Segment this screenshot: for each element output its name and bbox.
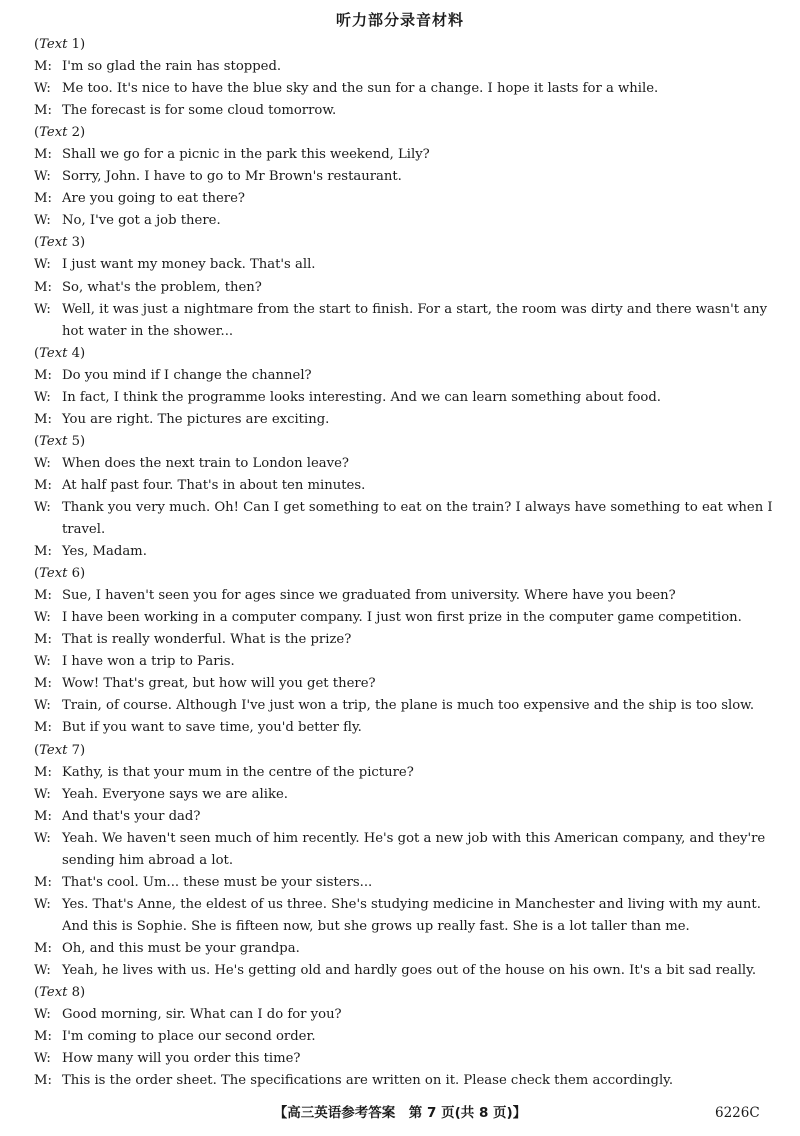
dialogue-line [34,938,774,960]
speaker-label: M: [34,103,52,119]
heading-paren: ( [34,742,40,758]
dialogue-line [34,210,774,232]
speaker-label: M: [34,940,52,956]
dialogue-line [34,828,774,872]
speaker-label: M: [34,1073,52,1089]
dialogue-text: Are you going to eat there? [62,191,245,207]
speaker-label: M: [34,544,52,560]
heading-label: Text [39,345,68,361]
dialogue-line [34,651,774,673]
dialogue-text: The forecast is for some cloud tomorrow. [62,103,337,119]
dialogue-line [34,806,774,828]
dialogue-text: I just want my money back. That's all. [62,257,316,273]
speaker-label: M: [34,874,52,890]
dialogue-line [34,166,774,188]
speaker-label: W: [34,455,51,471]
speaker-label: W: [34,499,51,515]
speaker-label: W: [34,213,51,229]
dialogue-line [34,872,774,894]
dialogue-text: This is the order sheet. The specifications are written on it. Please check them accordingly. [62,1073,674,1089]
heading-number: 7) [67,742,86,758]
dialogue-line [34,78,774,100]
dialogue-line [34,1026,774,1048]
dialogue-line [34,960,774,982]
dialogue-line [34,497,774,541]
heading-paren: ( [34,985,40,1001]
speaker-label: W: [34,698,51,714]
speaker-label: M: [34,676,52,692]
dialogue-text: Train, of course. Although I've just won a trip, the plane is much too expensive and the ship is too slow. [62,698,755,714]
speaker-label: W: [34,257,51,273]
dialogue-line [34,673,774,695]
text-section-heading [34,122,774,144]
speaker-label: M: [34,279,52,295]
dialogue-line [34,299,774,343]
dialogue-text: And that's your dad? [62,808,201,824]
speaker-label: M: [34,632,52,648]
dialogue-text: Yeah, he lives with us. He's getting old and hardly goes out of the house on his own. It's a bit sad really. [62,962,757,978]
dialogue-text: Thank you very much. Oh! Can I get something to eat on the train? I always have something to eat when I travel. [62,499,773,538]
speaker-label: W: [34,389,51,405]
dialogue-line [34,453,774,475]
dialogue-line [34,629,774,651]
footer-page-info: 【高三英语参考答案 第 7 页(共 8 页)】 [273,1105,527,1121]
dialogue-line [34,409,774,431]
dialogue-line [34,188,774,210]
dialogue-line [34,144,774,166]
speaker-label: M: [34,808,52,824]
heading-label: Text [39,37,68,52]
dialogue-text: At half past four. That's in about ten minutes. [62,477,366,493]
dialogue-text: Yes, Madam. [62,544,147,560]
heading-paren: ( [34,433,40,449]
dialogue-text: Wow! That's great, but how will you get there? [62,676,376,692]
heading-number: 8) [67,985,86,1001]
dialogue-text: Good morning, sir. What can I do for you? [62,1007,342,1023]
heading-label: Text [39,235,68,251]
transcript-body [34,34,774,1092]
heading-label: Text [39,566,68,582]
heading-number: 2) [67,125,86,141]
heading-paren: ( [34,345,40,361]
speaker-label: M: [34,411,52,427]
dialogue-text: Yes. That's Anne, the eldest of us three. She's studying medicine in Manchester and living with my aunt. And this is Sophie. She is fifteen now, but she grows up really fast. She is a lot taller than me. [62,896,761,934]
speaker-label: W: [34,610,51,626]
speaker-label: M: [34,764,52,780]
speaker-label: W: [34,81,51,97]
dialogue-text: You are right. The pictures are exciting. [62,411,330,427]
heading-paren: ( [34,125,40,141]
dialogue-text: How many will you order this time? [62,1051,301,1067]
text-section-heading [34,563,774,585]
dialogue-text: Yeah. Everyone says we are alike. [62,786,288,802]
speaker-label: M: [34,477,52,493]
dialogue-text: No, I've got a job there. [62,213,221,229]
heading-label: Text [39,985,68,1001]
speaker-label: W: [34,169,51,185]
dialogue-line [34,762,774,784]
dialogue-text: Oh, and this must be your grandpa. [62,940,300,956]
text-section-heading [34,740,774,762]
dialogue-text: Yeah. We haven't seen much of him recently. He's got a new job with this American company, and they're sending him abroad a lot. [62,830,766,868]
dialogue-line [34,56,774,78]
dialogue-line [34,254,774,276]
dialogue-text: Well, it was just a nightmare from the start to finish. For a start, the room was dirty and there wasn't any hot water in the shower... [62,301,768,339]
dialogue-text: Kathy, is that your mum in the centre of the picture? [62,764,414,780]
heading-number: 5) [67,433,86,449]
dialogue-text: That's cool. Um... these must be your sisters... [62,874,373,890]
dialogue-text: I'm coming to place our second order. [62,1029,316,1045]
speaker-label: W: [34,786,51,802]
dialogue-text: Sorry, John. I have to go to Mr Brown's restaurant. [62,169,402,185]
heading-label: Text [39,742,68,758]
dialogue-line [34,607,774,629]
heading-number: 4) [67,345,86,361]
dialogue-text: Do you mind if I change the channel? [62,367,312,383]
speaker-label: M: [34,147,52,163]
dialogue-line [34,365,774,387]
dialogue-text: So, what's the problem, then? [62,279,262,295]
dialogue-text: But if you want to save time, you'd better fly. [62,720,362,736]
speaker-label: M: [34,1029,52,1045]
dialogue-line [34,717,774,739]
heading-paren: ( [34,235,40,251]
dialogue-text: Shall we go for a picnic in the park this weekend, Lily? [62,147,430,163]
speaker-label: M: [34,367,52,383]
dialogue-text: I have been working in a computer company. I just won first prize in the computer game competition. [62,610,742,626]
dialogue-text: Sue, I haven't seen you for ages since we graduated from university. Where have you been? [62,588,676,604]
speaker-label: W: [34,1051,51,1067]
speaker-label: M: [34,720,52,736]
heading-number: 6) [67,566,86,582]
speaker-label: M: [34,588,52,604]
dialogue-line [34,541,774,563]
heading-label: Text [39,125,68,141]
speaker-label: M: [34,59,52,75]
speaker-label: W: [34,1007,51,1023]
dialogue-line [34,277,774,299]
text-section-heading [34,431,774,453]
speaker-label: W: [34,301,51,317]
heading-paren: ( [34,566,40,582]
heading-number: 1) [67,37,86,52]
heading-number: 3) [67,235,86,251]
speaker-label: W: [34,962,51,978]
heading-paren: ( [34,37,40,52]
text-section-heading [34,34,774,56]
speaker-label: W: [34,896,51,912]
dialogue-line [34,585,774,607]
dialogue-line [34,1070,774,1092]
text-section-heading [34,982,774,1004]
page-title: 听力部分录音材料 [335,11,464,29]
text-section-heading [34,232,774,254]
speaker-label: M: [34,191,52,207]
dialogue-text: In fact, I think the programme looks interesting. And we can learn something about food. [62,389,661,405]
dialogue-line [34,784,774,806]
heading-label: Text [39,433,68,449]
dialogue-text: Me too. It's nice to have the blue sky and the sun for a change. I hope it lasts for a while. [62,81,659,97]
dialogue-line [34,1048,774,1070]
dialogue-line [34,1004,774,1026]
dialogue-line [34,475,774,497]
dialogue-line [34,100,774,122]
dialogue-line [34,894,774,938]
dialogue-text: I'm so glad the rain has stopped. [62,59,282,75]
dialogue-text: That is really wonderful. What is the prize? [62,632,352,648]
dialogue-text: When does the next train to London leave? [62,455,349,471]
dialogue-line [34,695,774,717]
footer-code: 6226C [715,1105,760,1121]
speaker-label: W: [34,654,51,670]
dialogue-line [34,387,774,409]
text-section-heading [34,343,774,365]
speaker-label: W: [34,830,51,846]
dialogue-text: I have won a trip to Paris. [62,654,235,670]
